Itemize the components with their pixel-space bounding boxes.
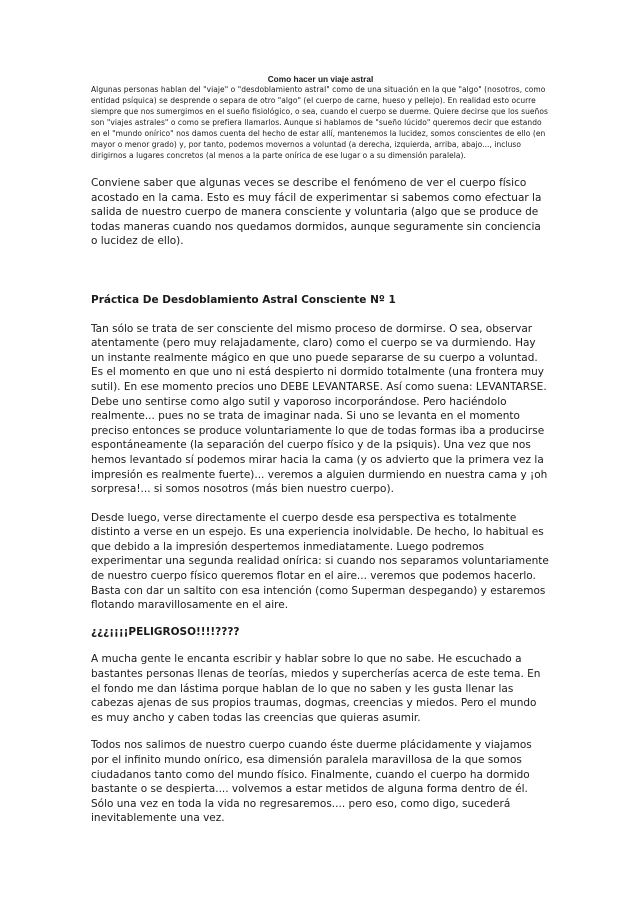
paragraph-peligroso-1: A mucha gente le encanta escribir y hablar sobre lo que no sabe. He escuchado a bastantes personas llenas de teorías, miedos y supercherías acerca de este tema. En el fondo me dan lástima porque hablan de lo que no saben y les gusta llenar las cabezas ajenas de sus propios traumas, dogmas, creencias y miedos. Pero el mundo es muy ancho y caben todas las creencias que quieras asumir. (91, 653, 541, 724)
practica-heading: Práctica De Desdoblamiento Astral Consciente Nº 1 (91, 293, 396, 306)
document-title: Como hacer un viaje astral (267, 74, 374, 84)
paragraph-peligroso-2: Todos nos salimos de nuestro cuerpo cuando éste duerme plácidamente y viajamos por el infinito mundo onírico, esa dimensión paralela maravillosa de la que somos ciudadanos tanto como del mundo físico. Finalmente, cuando el cuerpo ha dormido bastante o se despierta.... volvemos a estar metidos de alguna forma dentro de él. Sólo una vez en toda la vida no regresaremos.... pero eso, como digo, sucederá inevitablemente una vez. (91, 739, 532, 825)
document-page (91, 74, 550, 826)
intro-paragraph: Algunas personas hablan del "viaje" o "desdoblamiento astral" como de una situación en la que "algo" (nosotros, como entidad psíquica) se desprende o separa de otro "algo" (el cuerpo de carne, hueso y pellejo). En realidad esto ocurre siempre que nos sumergimos en el sueño fisiológico, o sea, cuando el cuerpo se duerme. Quiere decirse que los sueños son "viajes astrales" o como se prefiera llamarlos. Aunque si hablamos de "sueño lúcido" queremos decir que estando en el "mundo onírico" nos damos cuenta del hecho de estar allí, mantenemos la lucidez, somos conscientes de ello (en mayor o menor grado) y, por tanto, podemos movernos a voluntad (a derecha, izquierda, arriba, abajo..., incluso dirigirnos a lugares concretos (al menos a la parte onírica de ese lugar o a su dimensión paralela). (91, 85, 548, 160)
paragraph-practica-1: Tan sólo se trata de ser consciente del mismo proceso de dormirse. O sea, observar atentamente (pero muy relajadamente, claro) como el cuerpo se va durmiendo. Hay un instante realmente mágico en que uno puede separarse de su cuerpo a voluntad. Es el momento en que uno ni está despierto ni dormido totalmente (una frontera muy sutil). En ese momento precios uno DEBE LEVANTARSE. Así como suena: LEVANTARSE. Debe uno sentirse como algo sutil y vaporoso incorporándose. Pero haciéndolo realmente... pues no se trata de imaginar nada. Si uno se levanta en el momento preciso entonces se produce voluntariamente lo que de todas formas iba a producirse espontáneamente (la separación del cuerpo físico y de la psiquis). Una vez que nos hemos levantado sí podemos mirar hacia la cama (y os advierto que la primera vez la impresión es realmente fuerte)... veremos a alguien durmiendo en nuestra cama y ¡oh sorpresa!... si somos nosotros (más bien nuestro cuerpo). (91, 322, 548, 496)
paragraph-conviene: Conviene saber que algunas veces se describe el fenómeno de ver el cuerpo físico acostado en la cama. Esto es muy fácil de experimentar si sabemos como efectuar la salida de nuestro cuerpo de manera consciente y voluntaria (algo que se produce de todas maneras cuando nos quedamos dormidos, aunque seguramente sin conciencia o lucidez de ello). (91, 177, 542, 248)
peligroso-heading: ¿¿¿¡¡¡¡PELIGROSO!!!!???? (91, 625, 240, 638)
paragraph-practica-2: Desde luego, verse directamente el cuerpo desde esa perspectiva es totalmente distinto a verse en un espejo. Es una experiencia inolvidable. De hecho, lo habitual es que debido a la impresión despertemos inmediatamente. Luego podremos experimentar una segunda realidad onírica: si cuando nos separamos voluntariamente de nuestro cuerpo físico queremos flotar en el aire... veremos que podemos hacerlo. Basta con dar un saltito con esa intención (como Superman despegando) y estaremos flotando maravillosamente en el aire. (91, 511, 549, 612)
